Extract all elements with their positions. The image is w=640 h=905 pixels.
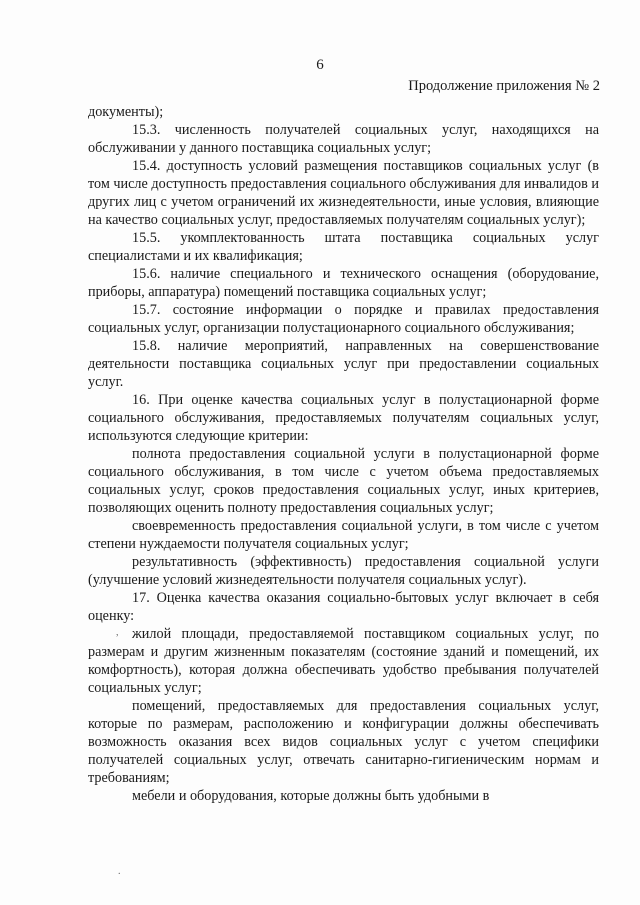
criterion-effectiveness: результативность (эффективность) предоставления социальной услуги (улучшение условий жизнедеятельности получателя социальных услуг). <box>88 554 599 588</box>
paragraph-15-7: 15.7. состояние информации о порядке и правилах предоставления социальных услуг, организации полустационарного социального обслуживания; <box>88 302 599 336</box>
appendix-continuation-note: Продолжение приложения № 2 <box>408 78 600 94</box>
assessment-premises: помещений, предоставляемых для предоставления социальных услуг, которые по размерам, расположению и конфигурации должны обеспечивать возможность оказания всех видов социальных услуг с учетом специфики получателей социальных услуг, отвечать санитарно-гигиеническим нормам и требованиям; <box>88 698 599 786</box>
scan-mark: , <box>116 627 119 638</box>
criterion-completeness: полнота предоставления социальной услуги в полустационарной форме социального обслуживания, в том числе с учетом объема предоставляемых социальных услуг, сроков предоставления социальных услуг, иных критериев, позволяющих оценить полноту предоставления социальных услуг; <box>88 446 599 516</box>
scan-mark: . <box>118 866 121 877</box>
paragraph-15-6: 15.6. наличие специального и технического оснащения (оборудование, приборы, аппаратура) помещений поставщика социальных услуг; <box>88 266 599 300</box>
paragraph-documents-tail: документы); <box>88 104 164 120</box>
criterion-timeliness: своевременность предоставления социальной услуги, в том числе с учетом степени нуждаемости получателя социальных услуг; <box>88 518 599 552</box>
paragraph-15-4: 15.4. доступность условий размещения поставщиков социальных услуг (в том числе доступность предоставления социального обслуживания для инвалидов и других лиц с учетом ограничений их жизнедеятельности, иные условия, влияющие на качество социальных услуг, предоставляемых получателям социальных услуг); <box>88 158 599 228</box>
assessment-furniture: мебели и оборудования, которые должны быть удобными в <box>132 788 490 804</box>
assessment-living-space: жилой площади, предоставляемой поставщиком социальных услуг, по размерам и другим жизненным показателям (состояние зданий и помещений, их комфортность), которая должна обеспечивать удобство пребывания получателей социальных услуг; <box>88 626 599 696</box>
paragraph-15-8: 15.8. наличие мероприятий, направленных на совершенствование деятельности поставщика социальных услуг при предоставлении социальных услуг. <box>88 338 599 390</box>
paragraph-15-5: 15.5. укомплектованность штата поставщика социальных услуг специалистами и их квалификация; <box>88 230 599 264</box>
document-body <box>88 103 599 805</box>
page-number: 6 <box>316 57 324 73</box>
paragraph-17: 17. Оценка качества оказания социально-бытовых услуг включает в себя оценку: <box>88 590 599 624</box>
paragraph-15-3: 15.3. численность получателей социальных услуг, находящихся на обслуживании у данного поставщика социальных услуг; <box>88 122 599 156</box>
paragraph-16: 16. При оценке качества социальных услуг в полустационарной форме социального обслуживания, предоставляемых получателям социальных услуг, используются следующие критерии: <box>88 392 599 444</box>
